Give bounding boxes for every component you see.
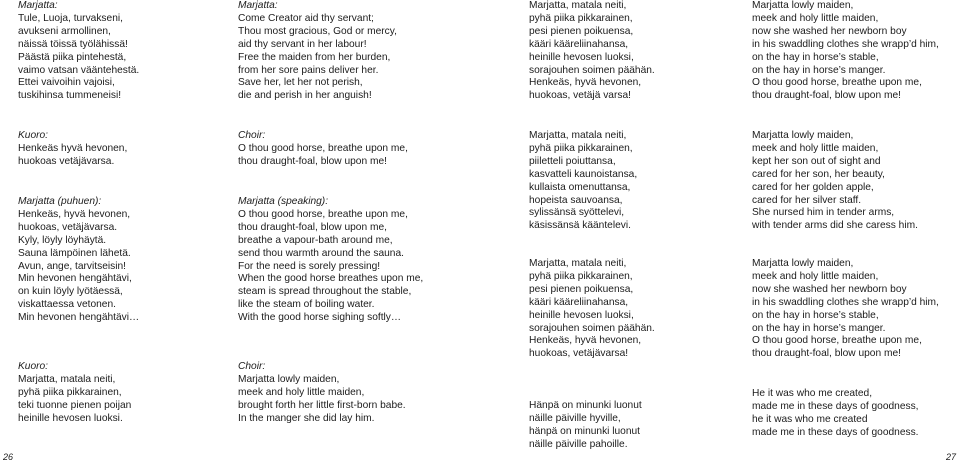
verse-line: thou draught-foal, blow upon me,	[238, 221, 387, 233]
speaker-label: Marjatta:	[238, 0, 278, 11]
verse-line: piiletteli poiuttansa,	[529, 155, 616, 167]
page-number-left: 26	[3, 452, 14, 462]
verse-line: brought forth her little first-born babe.	[238, 399, 406, 411]
verse-line: meek and holy little maiden,	[752, 142, 879, 154]
verse-line: pesi pienen poikuensa,	[529, 25, 634, 37]
verse-line: thou draught-foal, blow upon me!	[238, 155, 387, 167]
verse-line: pyhä piika pikkarainen,	[529, 12, 633, 24]
verse-line: on the hay in horse’s manger.	[752, 64, 886, 76]
verse-line: heinille hevosen luoksi,	[529, 51, 634, 63]
verse-line: send thou warmth around the sauna.	[238, 247, 404, 259]
verse-line: pyhä piika pikkarainen,	[529, 270, 633, 282]
verse-line: Min hevonen hengähtävi…	[18, 312, 140, 324]
verse-line: on the hay in horse’s stable,	[752, 51, 879, 63]
verse-line: in his swaddling clothes she wrapp’d him,	[752, 296, 939, 308]
verse-line: For the need is sorely pressing!	[238, 260, 381, 272]
verse-line: pesi pienen poikuensa,	[529, 283, 634, 295]
speaker-label: Marjatta (speaking):	[238, 196, 329, 207]
verse-line: Thou most gracious, God or mercy,	[238, 25, 397, 37]
verse-block	[18, 130, 127, 169]
verse-line: Kyly, löyly löyhäytä.	[18, 234, 107, 246]
verse-line: He it was who me created,	[752, 388, 873, 399]
verse-line: Ettei vaivoihin vajoisi,	[18, 77, 115, 89]
verse-line: sorajouhen soimen päähän.	[529, 322, 655, 334]
verse-line: Free the maiden from her burden,	[238, 51, 391, 63]
verse-line: Henkeäs, hyvä hevonen,	[529, 335, 642, 347]
verse-block	[752, 258, 939, 361]
verse-line: die and perish in her anguish!	[238, 90, 372, 102]
verse-line: Henkeäs hyvä hevonen,	[18, 142, 128, 154]
verse-line: from her sore pains deliver her.	[238, 64, 379, 76]
verse-line: Marjatta lowly maiden,	[752, 0, 854, 11]
verse-line: heinille hevosen luoksi.	[18, 412, 123, 424]
page-number-right: 27	[945, 452, 956, 462]
verse-block	[18, 0, 139, 103]
verse-block	[529, 400, 642, 452]
verse-line: made me in these days of goodness,	[752, 400, 919, 412]
verse-line: thou draught-foal, blow upon me!	[752, 90, 901, 102]
verse-line: he it was who me created	[752, 413, 868, 425]
verse-line: thou draught-foal, blow upon me!	[752, 348, 901, 360]
verse-block	[238, 130, 408, 169]
verse-block	[752, 130, 918, 233]
verse-block	[238, 361, 406, 426]
verse-block	[752, 388, 919, 440]
verse-line: Min hevonen hengähtävi,	[18, 273, 132, 285]
verse-line: hopeista sauvoansa,	[529, 194, 623, 206]
speaker-label: Choir:	[238, 130, 266, 141]
verse-line: meek and holy little maiden,	[238, 386, 365, 398]
verse-line: O thou good horse, breathe upon me,	[238, 208, 408, 220]
verse-line: kullaista omenuttansa,	[529, 181, 631, 193]
verse-block	[752, 0, 939, 103]
speaker-label: Choir:	[238, 361, 266, 372]
verse-line: breathe a vapour-bath around me,	[238, 234, 393, 246]
verse-line: in his swaddling clothes she wrapp’d him,	[752, 38, 939, 50]
verse-line: tuskihinsa tummeneisi!	[18, 90, 122, 102]
verse-line: made me in these days of goodness.	[752, 426, 919, 438]
verse-line: Marjatta, matala neiti,	[529, 0, 627, 11]
verse-block	[529, 0, 655, 103]
verse-block	[18, 361, 131, 426]
verse-line: cared for her son, her beauty,	[752, 168, 885, 180]
verse-line: huokoas, vetäjävarsa!	[529, 348, 629, 360]
verse-line: Sauna lämpöinen lähetä.	[18, 247, 131, 259]
verse-line: now she washed her newborn boy	[752, 283, 907, 295]
verse-line: When the good horse breathes upon me,	[238, 273, 424, 285]
verse-line: cared for her golden apple,	[752, 181, 874, 193]
verse-line: sylissänsä syöttelevi,	[529, 207, 625, 219]
verse-block	[238, 0, 397, 103]
verse-line: on the hay in horse’s stable,	[752, 309, 879, 321]
verse-line: huokoas, vetäjä varsa!	[529, 90, 631, 102]
verse-line: näille päiville pahoille.	[529, 438, 628, 450]
verse-line: Marjatta lowly maiden,	[752, 130, 854, 141]
verse-line: Marjatta, matala neiti,	[529, 130, 627, 141]
verse-line: Marjatta, matala neiti,	[18, 373, 116, 385]
verse-line: steam is spread throughout the stable,	[238, 286, 412, 298]
verse-line: Save her, let her not perish,	[238, 77, 363, 89]
verse-line: Avun, ange, tarvitseisin!	[18, 260, 126, 272]
verse-line: Henkeäs, hyvä hevonen,	[529, 77, 642, 89]
verse-line: Marjatta lowly maiden,	[238, 373, 340, 385]
verse-line: huokoas, vetäjävarsa.	[18, 221, 118, 233]
verse-line: Tule, Luoja, turvakseni,	[18, 12, 123, 24]
verse-line: O thou good horse, breathe upon me,	[238, 142, 408, 154]
verse-block	[238, 196, 423, 325]
speaker-label: Kuoro:	[18, 130, 49, 141]
verse-line: hänpä on minunki luonut	[529, 425, 641, 437]
verse-line: Hänpä on minunki luonut	[529, 400, 642, 411]
verse-block	[18, 196, 139, 325]
verse-line: kääri kääreliinahansa,	[529, 296, 629, 308]
verse-line: viskattaessa vetonen.	[18, 299, 116, 311]
speaker-label: Marjatta:	[18, 0, 58, 11]
verse-line: meek and holy little maiden,	[752, 270, 879, 282]
verse-line: kept her son out of sight and	[752, 155, 881, 167]
verse-line: O thou good horse, breathe upon me,	[752, 335, 922, 347]
verse-line: heinille hevosen luoksi,	[529, 309, 634, 321]
verse-line: huokoas vetäjävarsa.	[18, 155, 115, 167]
verse-line: näissä töissä työlähissä!	[18, 38, 128, 50]
verse-line: O thou good horse, breathe upon me,	[752, 77, 922, 89]
verse-line: näille päiville hyville,	[529, 412, 621, 424]
verse-line: aid thy servant in her labour!	[238, 38, 367, 50]
verse-line: teki tuonne pienen poijan	[18, 399, 132, 411]
verse-line: pyhä piika pikkarainen,	[18, 386, 122, 398]
verse-line: meek and holy little maiden,	[752, 12, 879, 24]
verse-line: avukseni armollinen,	[18, 25, 111, 37]
verse-line: pyhä piika pikkarainen,	[529, 142, 633, 154]
verse-line: In the manger she did lay him.	[238, 412, 375, 424]
verse-line: on kuin löyly lyötäessä,	[18, 286, 123, 298]
verse-line: cared for her silver staff.	[752, 194, 862, 206]
verse-line: Marjatta, matala neiti,	[529, 258, 627, 269]
verse-line: Henkeäs, hyvä hevonen,	[18, 208, 131, 220]
verse-line: Marjatta lowly maiden,	[752, 258, 854, 269]
verse-line: She nursed him in tender arms,	[752, 207, 895, 219]
verse-line: käsissänsä kääntelevi.	[529, 220, 631, 232]
verse-line: kääri kääreliinahansa,	[529, 38, 629, 50]
verse-block	[529, 130, 637, 233]
verse-line: With the good horse sighing softly…	[238, 312, 402, 324]
verse-line: now she washed her newborn boy	[752, 25, 907, 37]
verse-line: like the steam of boiling water.	[238, 299, 375, 311]
verse-line: vaimo vatsan vääntehestä.	[18, 64, 140, 76]
speaker-label: Marjatta (puhuen):	[18, 196, 102, 207]
verse-line: on the hay in horse’s manger.	[752, 322, 886, 334]
verse-line: sorajouhen soimen päähän.	[529, 64, 655, 76]
verse-line: with tender arms did she caress him.	[752, 220, 918, 232]
speaker-label: Kuoro:	[18, 361, 49, 372]
verse-line: Come Creator aid thy servant;	[238, 12, 374, 24]
verse-block	[529, 258, 655, 361]
verse-line: Päästä piika pintehestä,	[18, 51, 127, 63]
verse-line: kasvatteli kaunoistansa,	[529, 168, 638, 180]
